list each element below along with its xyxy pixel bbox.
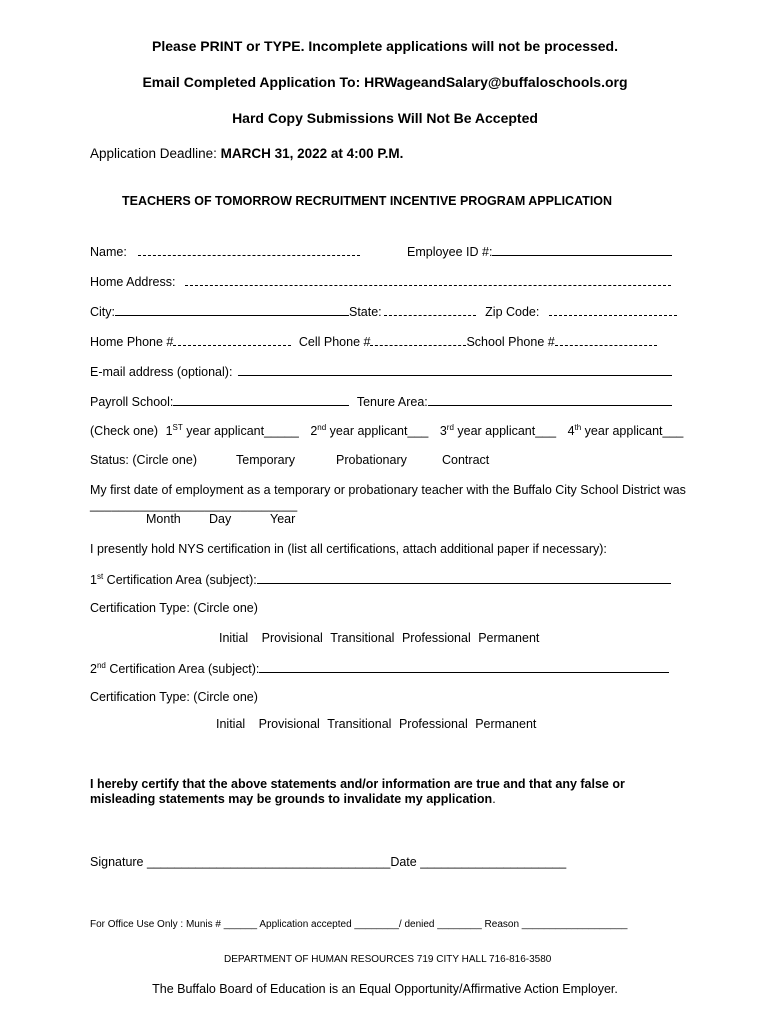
state-label: State:	[349, 305, 382, 319]
cert-area-2-num: 2	[90, 662, 97, 676]
cert-type-2-transitional[interactable]: Transitional	[327, 717, 392, 731]
cert-type-2-permanent[interactable]: Permanent	[475, 717, 537, 731]
employee-id-label: Employee ID #:	[407, 245, 493, 259]
applicant-year-3[interactable]: 3rd year applicant___	[439, 423, 557, 438]
date-field[interactable]: _____________________	[420, 855, 567, 869]
zip-label: Zip Code:	[485, 305, 540, 319]
employee-id-row	[407, 244, 672, 259]
name-row	[90, 244, 360, 259]
status-label: Status: (Circle one)	[90, 453, 197, 467]
email-field[interactable]	[238, 364, 672, 376]
deadline	[90, 146, 403, 161]
payroll-school-label: Payroll School:	[90, 395, 174, 409]
name-label: Name:	[90, 245, 127, 259]
form-title: TEACHERS OF TOMORROW RECRUITMENT INCENTIVE PROGRAM APPLICATION	[122, 194, 613, 208]
certification-area-2-row: 2nd Certification Area (subject):	[90, 661, 669, 676]
department-info: DEPARTMENT OF HUMAN RESOURCES 719 CITY HALL 716-816-3580	[224, 954, 552, 965]
home-address-field[interactable]	[185, 274, 671, 286]
status-contract[interactable]: Contract	[442, 453, 490, 467]
certification-area-1-row: 1st Certification Area (subject):	[90, 572, 671, 587]
cert-area-2-label: Certification Area (subject):	[105, 662, 260, 676]
instruction-hard-copy: Hard Copy Submissions Will Not Be Accepted	[232, 110, 538, 126]
employment-text: My first date of employment as a temporary or probationary teacher with the Buffalo City School District was	[90, 483, 686, 497]
city-field[interactable]	[115, 304, 349, 316]
month-label: Month	[146, 512, 181, 526]
instruction-print: Please PRINT or TYPE. Incomplete applications will not be processed.	[151, 38, 618, 54]
signature-label: Signature	[90, 855, 144, 869]
home-phone-field[interactable]	[173, 334, 291, 346]
cert-type-1-initial[interactable]: Initial	[219, 631, 249, 645]
cert-type-1-provisional[interactable]: Provisional	[261, 631, 323, 645]
instruction-email: Email Completed Application To: HRWageandSalary@buffaloschools.org	[142, 74, 628, 90]
status-temporary[interactable]: Temporary	[236, 453, 296, 467]
cert-area-2-field[interactable]	[259, 661, 669, 673]
applicant-year-4[interactable]: 4th year applicant___	[567, 423, 684, 438]
cert-type-1-professional[interactable]: Professional	[401, 631, 471, 645]
eeo-statement: The Buffalo Board of Education is an Equal Opportunity/Affirmative Action Employer.	[152, 982, 618, 996]
email-row	[90, 364, 672, 379]
cert-type-2-label: Certification Type: (Circle one)	[90, 690, 258, 704]
applicant-year-row	[90, 424, 683, 438]
home-phone-label: Home Phone #	[90, 335, 174, 349]
cert-type-2-initial[interactable]: Initial	[216, 717, 246, 731]
deadline-value: MARCH 31, 2022 at 4:00 P.M.	[220, 146, 404, 161]
date-label: Date	[390, 855, 417, 869]
check-one-label: (Check one)	[90, 424, 159, 438]
cert-type-1-options	[219, 631, 539, 645]
cell-phone-label: Cell Phone #	[298, 335, 371, 349]
cert-type-2-provisional[interactable]: Provisional	[258, 717, 320, 731]
cert-area-1-num: 1	[90, 573, 97, 587]
phone-row	[90, 334, 657, 349]
cert-area-1-label: Certification Area (subject):	[103, 573, 257, 587]
certify-statement-line2: misleading statements may be grounds to invalidate my application.	[90, 792, 496, 806]
certification-intro: I presently hold NYS certification in (list all certifications, attach additional paper if necessary):	[90, 542, 607, 556]
home-address-label: Home Address:	[90, 275, 176, 289]
zip-field[interactable]	[549, 304, 677, 316]
cert-type-1-label: Certification Type: (Circle one)	[90, 601, 258, 615]
cell-phone-field[interactable]	[370, 334, 466, 346]
school-phone-label: School Phone #	[466, 335, 555, 349]
day-label: Day	[209, 512, 232, 526]
tenure-area-field[interactable]	[428, 394, 672, 406]
payroll-school-field[interactable]	[173, 394, 349, 406]
cert-type-1-transitional[interactable]: Transitional	[330, 631, 395, 645]
school-phone-field[interactable]	[555, 334, 657, 346]
address-row	[90, 274, 671, 289]
cert-type-1-permanent[interactable]: Permanent	[478, 631, 540, 645]
cert-type-2-professional[interactable]: Professional	[398, 717, 468, 731]
certify-statement-line1: I hereby certify that the above statements and/or information are true and that any false or	[90, 777, 625, 791]
deadline-label: Application Deadline:	[90, 146, 221, 161]
city-label: City:	[90, 305, 115, 319]
tenure-area-label: Tenure Area:	[356, 395, 428, 409]
employment-date-field[interactable]: _____________________________	[90, 498, 298, 512]
employee-id-field[interactable]	[492, 244, 672, 256]
signature-field[interactable]: ___________________________________	[147, 855, 391, 869]
state-field[interactable]	[384, 304, 476, 316]
applicant-year-1[interactable]: 1ST year applicant_____	[165, 423, 299, 438]
applicant-year-2[interactable]: 2nd year applicant___	[310, 423, 429, 438]
name-field[interactable]	[138, 244, 360, 256]
email-label: E-mail address (optional):	[90, 365, 233, 379]
cert-type-2-options	[216, 717, 536, 731]
cert-area-1-field[interactable]	[257, 572, 671, 584]
signature-row	[90, 855, 566, 869]
office-use-line: For Office Use Only : Munis # ______ Application accepted ________/ denied ________ Reason ___________________	[90, 919, 628, 930]
payroll-row	[90, 394, 672, 409]
year-label: Year	[270, 512, 296, 526]
status-probationary[interactable]: Probationary	[336, 453, 407, 467]
city-row	[90, 304, 677, 319]
